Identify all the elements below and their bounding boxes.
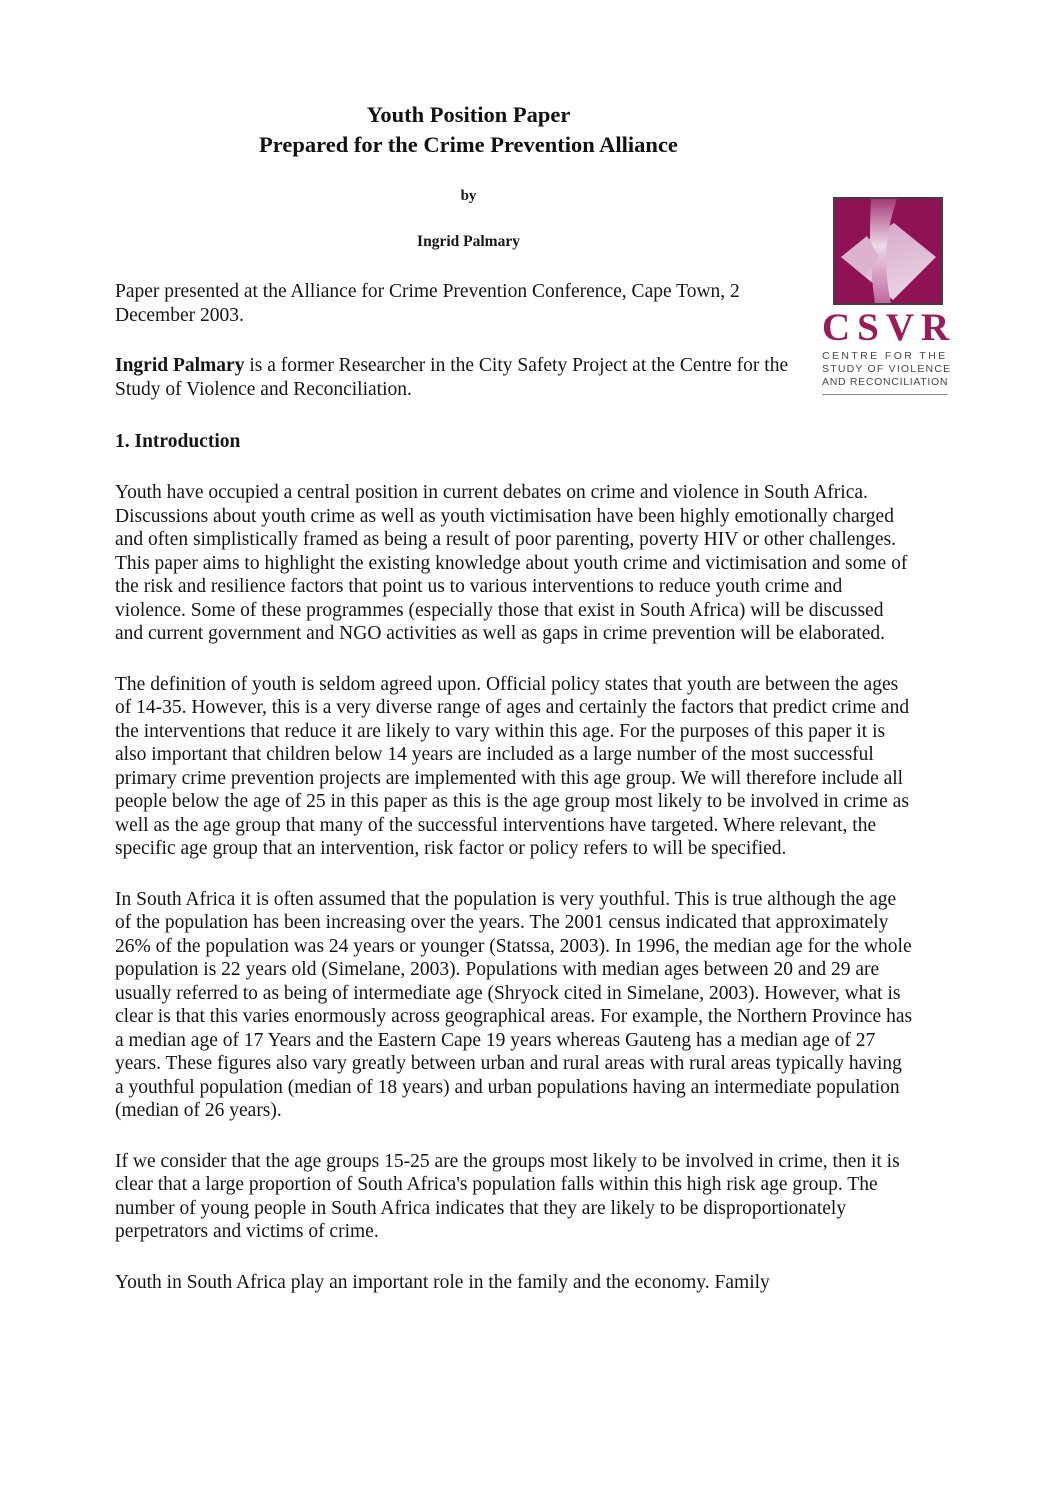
intro-paragraph-2: The definition of youth is seldom agreed upon. Official policy states that youth are between the ages of 14-35. However, this is a very diverse range of ages and certainly the factors that predict crime and the interventions that reduce it are likely to vary within this age. For the purposes of this paper it is also important that children below 14 years are included as a large number of the most successful primary crime prevention projects are implemented with this age group. We will therefore include all people below the age of 25 in this paper as this is the age group most likely to be involved in crime as well as the age group that many of the successful interventions have targeted. Where relevant, the specific age group that an intervention, risk factor or policy refers to will be specified. [115,673,910,859]
csvr-logo-acronym: CSVR [822,306,957,349]
intro-paragraph-5: Youth in South Africa play an important role in the family and the economy. Family [115,1271,770,1293]
paper-title-line-1: Youth Position Paper [366,102,571,127]
csvr-logo-mark-icon [833,197,943,305]
paper-title-line-2: Prepared for the Crime Prevention Alliance [259,132,678,157]
byline-label: by [460,188,477,204]
section-heading-introduction: 1. Introduction [115,431,241,452]
csvr-tagline-line-2: STUDY OF VIOLENCE [822,363,952,375]
intro-paragraph-4: If we consider that the age groups 15-25 are the groups most likely to be involved in crime, then it is clear that a large proportion of South Africa's population falls within this high risk age group. The number of young people in South Africa indicates that they are likely to be disproportionately perpetrators and victims of crime. [115,1150,900,1242]
csvr-logo [822,197,957,395]
author-name: Ingrid Palmary [417,233,520,250]
author-bio-text: is a former Researcher in the City Safety Project at the Centre for the Study of Violence and Reconciliation. [115,355,789,400]
csvr-tagline-line-1: CENTRE FOR THE [822,350,948,362]
csvr-logo-tagline [822,350,952,389]
paper-title [115,100,948,160]
paper-body [115,354,913,1294]
author-bio [115,354,913,401]
intro-paragraph-1: Youth have occupied a central position in current debates on crime and violence in South Africa. Discussions about youth crime as well as youth victimisation have been highly emotionally charged and often simplistically framed as being a result of poor parenting, poverty HIV or other challenges. This paper aims to highlight the existing knowledge about youth crime and victimisation and some of the risk and resilience factors that point us to various interventions to reduce youth crime and violence. Some of these programmes (especially those that exist in South Africa) will be discussed and current government and NGO activities as well as gaps in crime prevention will be elaborated. [115,482,908,644]
intro-paragraph-3: In South Africa it is often assumed that the population is very youthful. This is true although the age of the population has been increasing over the years. The 2001 census indicated that approximately 26% of the population was 24 years or younger (Statssa, 2003). In 1996, the median age for the whole population is 22 years old (Simelane, 2003). Populations with median ages between 20 and 29 are usually referred to as being of intermediate age (Shryock cited in Simelane, 2003). However, what is clear is that this varies enormously across geographical areas. For example, the Northern Province has a median age of 17 Years and the Eastern Cape 19 years whereas Gauteng has a median age of 27 years. These figures also vary greatly between urban and rural areas with rural areas typically having a youthful population (median of 18 years) and urban populations having an intermediate population (median of 26 years). [115,888,913,1121]
csvr-logo-underline [822,394,948,395]
presented-at-note: Paper presented at the Alliance for Crime Prevention Conference, Cape Town, 2 December 2003. [115,281,740,326]
author-bio-name: Ingrid Palmary [115,355,245,376]
csvr-tagline-line-3: AND RECONCILIATION [822,376,949,388]
